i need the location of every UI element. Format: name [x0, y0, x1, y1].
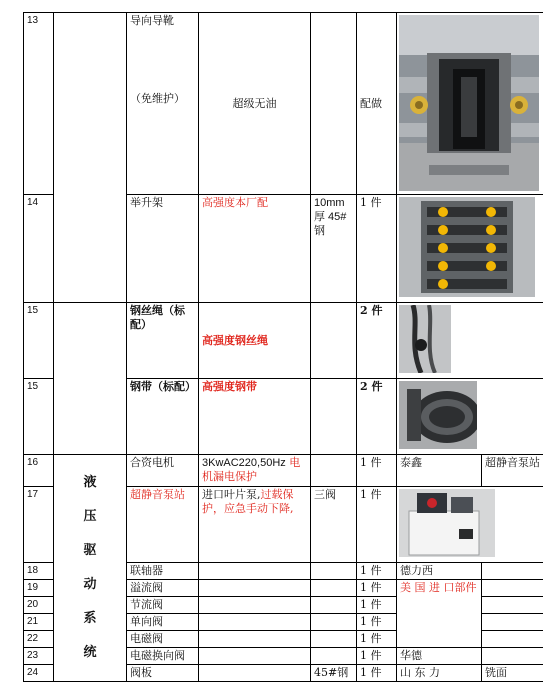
item-remark: 超静音泵站: [482, 455, 543, 487]
hydraulic-system-group: [54, 455, 127, 682]
item-remark: [482, 648, 543, 665]
item-spec-main: 3KwAC220,50Hz: [202, 457, 286, 469]
row-number: 14: [24, 195, 54, 303]
item-qty: 1 件: [357, 614, 397, 631]
table-row: [24, 13, 543, 195]
item-name-line1: 导向导靴: [130, 14, 174, 27]
item-spec-main: 进口叶片泵,: [202, 488, 261, 501]
item-qty: 1 件: [357, 195, 397, 303]
item-qty: 2 件: [357, 303, 397, 379]
item-name: 单向阀: [127, 614, 199, 631]
row-number: 21: [24, 614, 54, 631]
row-number: 17: [24, 487, 54, 563]
item-spec: [199, 631, 311, 648]
item-qty: 1 件: [357, 665, 397, 682]
item-remark: [482, 580, 543, 597]
row-number: 18: [24, 563, 54, 580]
item-qty: 2 件: [357, 379, 397, 455]
row-number: 23: [24, 648, 54, 665]
item-spec-note: 过载保护: [202, 488, 294, 515]
item-name: 超静音泵站: [127, 487, 199, 563]
item-spec: [199, 648, 311, 665]
item-name: 节流阀: [127, 597, 199, 614]
photo-cell: [397, 487, 543, 563]
guide-shoe-photo: [399, 15, 539, 191]
item-material: [311, 580, 357, 597]
group-cell: [54, 303, 127, 455]
group-char: 液: [83, 475, 97, 490]
item-remark: [482, 597, 543, 614]
item-name: 钢带（标配）: [127, 379, 199, 455]
item-name: 溢流阀: [127, 580, 199, 597]
item-spec: [199, 580, 311, 597]
item-material: [311, 648, 357, 665]
item-qty: 1 件: [357, 487, 397, 563]
item-name: 联轴器: [127, 563, 199, 580]
item-name: 电磁阀: [127, 631, 199, 648]
item-name: 举升架: [127, 195, 199, 303]
item-brand: 美 国 进 口部件: [397, 580, 482, 648]
spec-table: [23, 12, 543, 682]
item-qty: 1 件: [357, 563, 397, 580]
item-spec: [199, 665, 311, 682]
row-number: 19: [24, 580, 54, 597]
wire-rope-photo: [399, 305, 451, 373]
item-brand: 德力西: [397, 563, 482, 580]
item-remark: [482, 631, 543, 648]
lift-frame-photo: [399, 197, 535, 297]
item-spec: 超级无油: [199, 13, 311, 195]
item-material: [311, 455, 357, 487]
group-char: 动: [83, 577, 97, 592]
table-row: [24, 303, 543, 379]
item-name: 钢丝绳（标配）: [127, 303, 199, 379]
row-number: 20: [24, 597, 54, 614]
row-number: 16: [24, 455, 54, 487]
item-name: 电磁换向阀: [127, 648, 199, 665]
photo-cell: [397, 13, 543, 195]
item-name: 合资电机: [127, 455, 199, 487]
pump-station-photo: [399, 489, 495, 557]
item-spec: 高强度本厂配: [199, 195, 311, 303]
item-material: [311, 631, 357, 648]
item-material: 三阀: [311, 487, 357, 563]
item-brand: 华德: [397, 648, 482, 665]
row-number: 13: [24, 13, 54, 195]
row-number: 15: [24, 379, 54, 455]
photo-cell: [397, 379, 543, 455]
steel-belt-photo: [399, 381, 477, 449]
item-qty: 1 件: [357, 580, 397, 597]
item-brand: 泰鑫: [397, 455, 482, 487]
item-material: [311, 13, 357, 195]
row-number: 24: [24, 665, 54, 682]
item-qty: 1 件: [357, 455, 397, 487]
item-spec-extra: ，应急手动下降,: [213, 502, 294, 515]
item-qty: 1 件: [357, 597, 397, 614]
item-name: 阀板: [127, 665, 199, 682]
item-material: 10mm 厚 45# 钢: [311, 195, 357, 303]
item-remark: 铣面: [482, 665, 543, 682]
item-spec: [199, 563, 311, 580]
item-spec: 高强度钢丝绳: [199, 303, 311, 379]
item-name-line2: （免维护）: [130, 92, 185, 105]
group-char: 统: [83, 645, 97, 660]
item-material: [311, 597, 357, 614]
group-char: 压: [83, 509, 97, 524]
row-number: 15: [24, 303, 54, 379]
item-qty: 配做: [357, 13, 397, 195]
item-spec: 高强度钢带: [199, 379, 311, 455]
item-material: 45#钢: [311, 665, 357, 682]
photo-cell: [397, 195, 543, 303]
item-material: [311, 563, 357, 580]
row-number: 22: [24, 631, 54, 648]
item-qty: 1 件: [357, 648, 397, 665]
item-material: [311, 303, 357, 379]
item-spec: [199, 597, 311, 614]
item-brand: 山 东 力: [397, 665, 482, 682]
item-spec-note: 电机漏电保护: [202, 456, 301, 483]
item-spec: [199, 487, 311, 563]
group-char: 驱: [83, 543, 97, 558]
item-remark: [482, 563, 543, 580]
item-spec: [199, 614, 311, 631]
item-material: [311, 379, 357, 455]
table-row: [24, 455, 543, 487]
item-material: [311, 614, 357, 631]
item-name: [127, 13, 199, 195]
item-spec: [199, 455, 311, 487]
photo-cell: [397, 303, 543, 379]
group-cell: [54, 13, 127, 303]
item-remark: [482, 614, 543, 631]
group-char: 系: [83, 611, 97, 626]
item-qty: 1 件: [357, 631, 397, 648]
